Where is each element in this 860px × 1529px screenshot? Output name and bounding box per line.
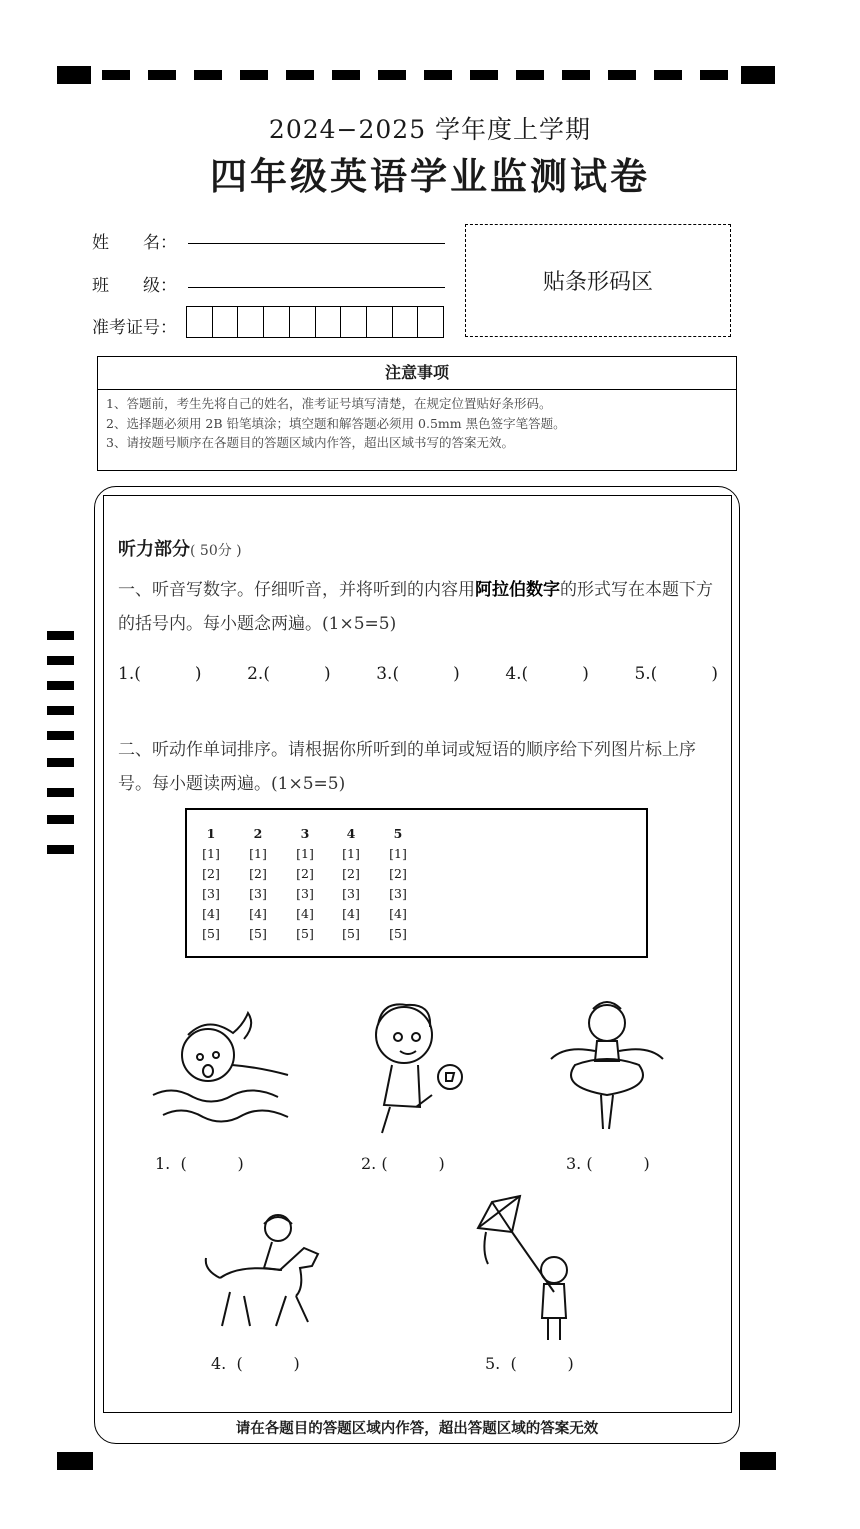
notice-item: 3、请按题号顺序在各题目的答题区域内作答，超出区域书写的答案无效。: [106, 435, 514, 450]
top-alignment-bar: [57, 66, 775, 84]
girl-flying-kite-picture: [462, 1192, 587, 1342]
q1-blank[interactable]: 1.( ): [118, 664, 202, 684]
notice-box: [97, 356, 737, 471]
class-field[interactable]: [188, 287, 445, 288]
horse-rider-picture: [200, 1208, 330, 1333]
name-label: 姓 名：: [92, 233, 177, 253]
notice-item: 2、选择题必须用 2B 铅笔填涂；填空题和解答题必须用 0.5mm 黑色签字笔答题。: [106, 415, 566, 431]
answer-area-footer-note: 请在各题目的答题区域内作答，超出答题区域的答案无效: [235, 1421, 599, 1437]
notice-heading: 注意事项: [98, 357, 736, 390]
answer-bubble-grid[interactable]: 1 [1] [2] [3] [4] [5] 2 [1] [2] [3] [4] [5] 3 [1] [2] [3] [4] [5] 4 [1] [2] [3] [4] [5] 5 [1] [2] [3] [4] [5]: [185, 808, 648, 958]
ballet-dancer-picture: [545, 995, 670, 1135]
picture-label-1[interactable]: 1. ( ): [155, 1154, 244, 1173]
class-label: 班 级：: [92, 276, 177, 296]
bottom-right-mark: [740, 1452, 776, 1470]
exam-id-boxes[interactable]: [186, 306, 444, 338]
exam-subtitle: 2024−2025 学年度上学期: [268, 115, 592, 144]
section-title: [118, 535, 242, 561]
exam-id-label: 准考证号：: [92, 318, 177, 338]
name-field[interactable]: [188, 243, 445, 244]
bottom-left-mark: [57, 1452, 93, 1470]
q1-instructions: 一、听音写数字。仔细听音，并将听到的内容用阿拉伯数字的形式写在本题下方的括号内。每小题念两遍。(1×5=5): [118, 580, 713, 634]
section-title-text: 听力部分: [118, 539, 190, 560]
boy-playing-football-picture: [362, 995, 472, 1140]
picture-label-3[interactable]: 3. ( ): [566, 1154, 650, 1173]
barcode-area: 贴条形码区: [465, 224, 731, 337]
q1-blank[interactable]: 3.( ): [376, 664, 460, 684]
q1-blank[interactable]: 5.( ): [634, 664, 718, 684]
q2-instructions: 二、听动作单词排序。请根据你所听到的单词或短语的顺序给下列图片标上序号。每小题读两遍。(1×5=5): [118, 740, 696, 794]
notice-item: 1、答题前，考生先将自己的姓名，准考证号填写清楚，在规定位置贴好条形码。: [106, 396, 552, 411]
q1-answer-blanks[interactable]: [118, 664, 718, 684]
exam-title: 四年级英语学业监测试卷: [210, 155, 650, 198]
picture-label-4[interactable]: 4. ( ): [211, 1354, 300, 1373]
section-score: ( 50分 ): [190, 543, 242, 559]
picture-label-2[interactable]: 2. ( ): [361, 1154, 445, 1173]
q1-blank[interactable]: 2.( ): [247, 664, 331, 684]
picture-label-5[interactable]: 5. ( ): [485, 1354, 574, 1373]
q1-blank[interactable]: 4.( ): [505, 664, 589, 684]
swimming-girl-picture: [148, 1005, 293, 1135]
